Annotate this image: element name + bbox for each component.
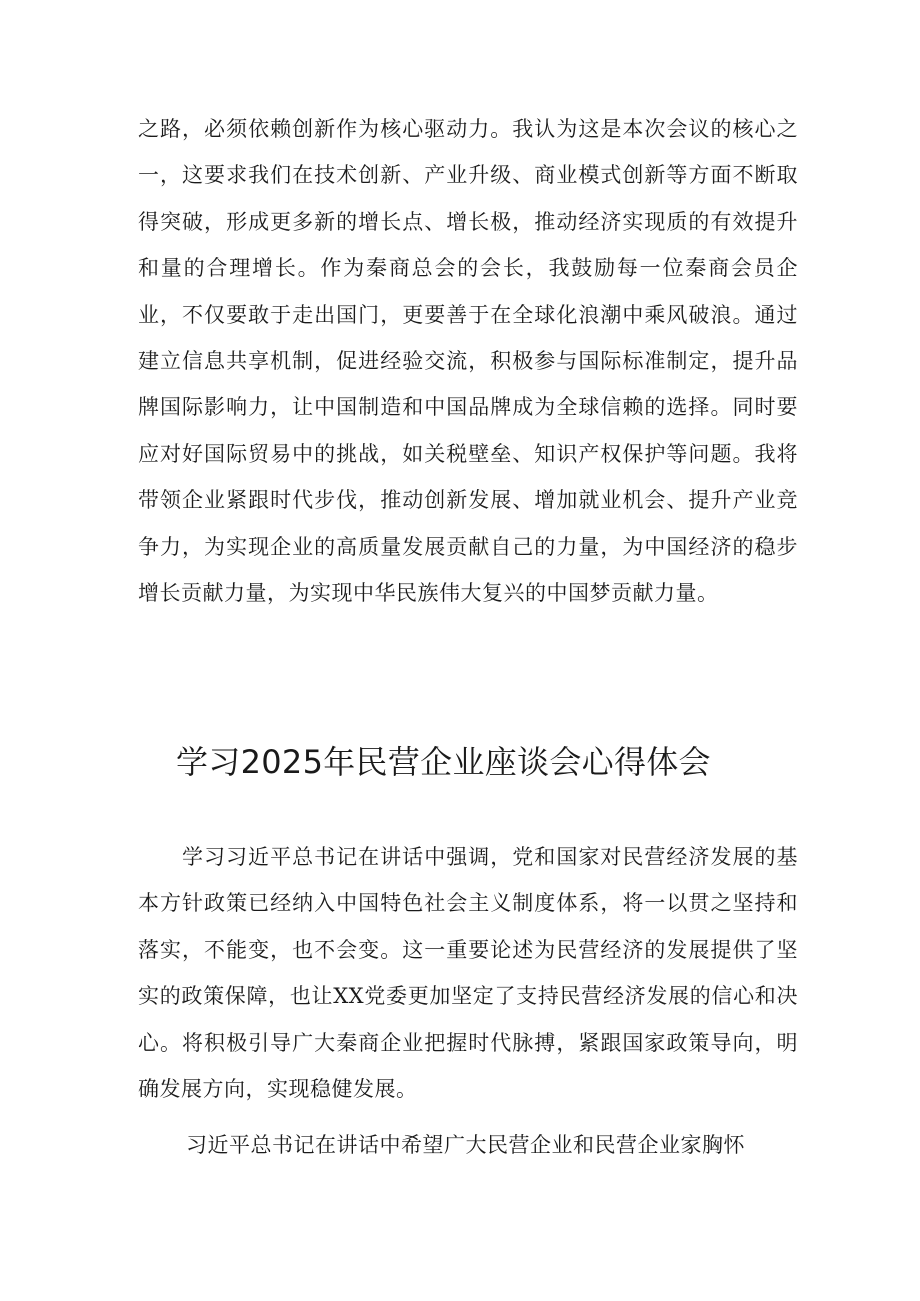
section-paragraph-block-2 xyxy=(138,1122,798,1168)
section-paragraph: 习近平总书记在讲话中希望广大民营企业和民营企业家胸怀 xyxy=(186,1133,745,1157)
section-title: 学习2025年民营企业座谈会心得体会 xyxy=(176,743,711,781)
continuation-paragraph: 之路，必须依赖创新作为核心驱动力。我认为这是本次会议的核心之一，这要求我们在技术创新、产业升级、商业模式创新等方面不断取得突破，形成更多新的增长点、增长极，推动经济实现质的有效提升和量的合理增长。作为秦商总会的会长，我鼓励每一位秦商会员企业，不仅要敢于走出国门，更要善于在全球化浪潮中乘风破浪。通过建立信息共享机制，促进经验交流，积极参与国际标准制定，提升品牌国际影响力，让中国制造和中国品牌成为全球信赖的选择。同时要应对好国际贸易中的挑战，如关税壁垒、知识产权保护等问题。我将带领企业紧跟时代步伐，推动创新发展、增加就业机会、提升产业竞争力，为实现企业的高质量发展贡献自己的力量，为中国经济的稳步增长贡献力量，为实现中华民族伟大复兴的中国梦贡献力量。 xyxy=(138,117,798,606)
continuation-paragraph-block xyxy=(138,106,798,616)
section-paragraph: 学习习近平总书记在讲话中强调，党和国家对民营经济发展的基本方针政策已经纳入中国特色社会主义制度体系，将一以贯之坚持和落实，不能变，也不会变。这一重要论述为民营经济的发展提供了坚实的政策保障，也让XX党委更加坚定了支持民营经济发展的信心和决心。将积极引导广大秦商企业把握时代脉搏，紧跟国家政策导向，明确发展方向，实现稳健发展。 xyxy=(138,845,798,1102)
section-paragraph-block-1 xyxy=(138,834,798,1112)
